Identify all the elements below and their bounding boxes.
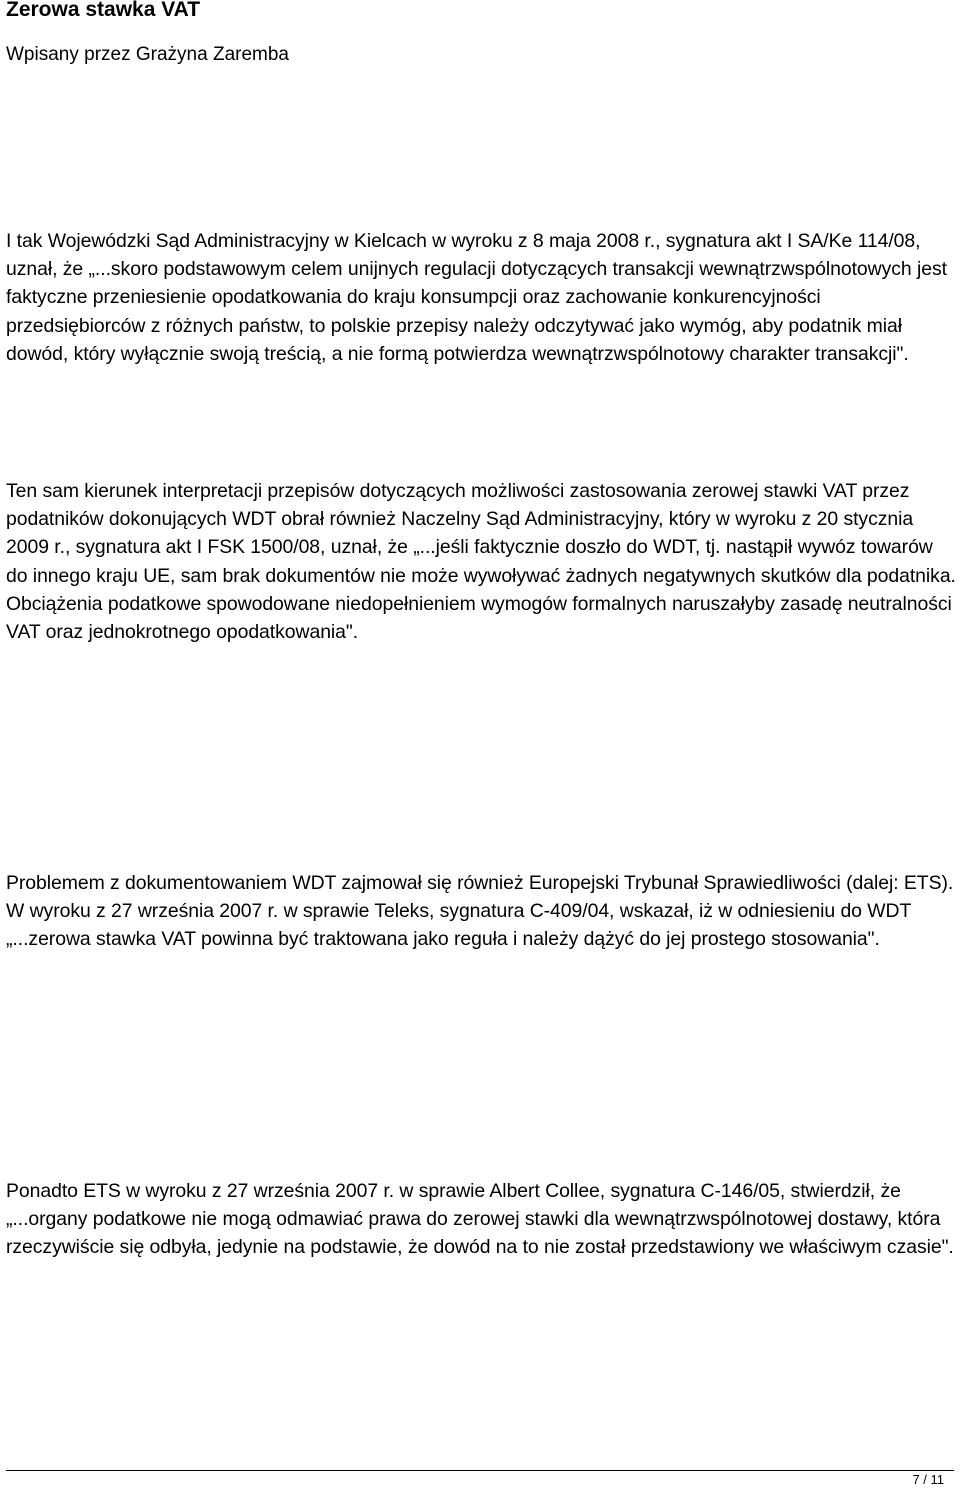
document-title: Zerowa stawka VAT bbox=[6, 0, 201, 21]
body-paragraph-1: I tak Wojewódzki Sąd Administracyjny w Kielcach w wyroku z 8 maja 2008 r., sygnatura akt I SA/Ke 114/08, uznał, że „...skoro podstawowym celem unijnych regulacji dotyczących transakcji wewnątrzwspólnotowych jest faktyczne przeniesienie opodatkowania do kraju konsumpcji oraz zachowanie konkurencyjności przedsiębiorców z różnych państw, to polskie przepisy należy odczytywać jako wymóg, aby podatnik miał dowód, który wyłącznie swoją treścią, a nie formą potwierdza wewnątrzwspólnotowy charakter transakcji". bbox=[6, 230, 947, 365]
body-paragraph-2: Ten sam kierunek interpretacji przepisów dotyczących możliwości zastosowania zerowej stawki VAT przez podatników dokonujących WDT obrał również Naczelny Sąd Administracyjny, który w wyroku z 20 stycznia 2009 r., sygnatura akt I FSK 1500/08, uznał, że „...jeśli faktycznie doszło do WDT, tj. nastąpił wywóz towarów do innego kraju UE, sam brak dokumentów nie może wywoływać żadnych negatywnych skutków dla podatnika. Obciążenia podatkowe spowodowane niedopełnieniem wymogów formalnych naruszałyby zasadę neutralności VAT oraz jednokrotnego opodatkowania". bbox=[6, 480, 956, 644]
body-paragraph-3: Problemem z dokumentowaniem WDT zajmował się również Europejski Trybunał Sprawiedliwości (dalej: ETS). W wyroku z 27 września 2007 r. w sprawie Teleks, sygnatura C-409/04, wskazał, iż w odniesieniu do WDT „...zerowa stawka VAT powinna być traktowana jako reguła i należy dążyć do jej prostego stosowania". bbox=[6, 872, 954, 951]
document-author: Wpisany przez Grażyna Zaremba bbox=[6, 44, 289, 65]
body-paragraph-4: Ponadto ETS w wyroku z 27 września 2007 r. w sprawie Albert Collee, sygnatura C-146/05, stwierdził, że „...organy podatkowe nie mogą odmawiać prawa do zerowej stawki dla wewnątrzwspólnotowej dostawy, która rzeczywiście się odbyła, jedynie na podstawie, że dowód na to nie został przedstawiony we właściwym czasie". bbox=[6, 1180, 954, 1259]
footer-divider bbox=[6, 1470, 954, 1471]
page-number: 7 / 11 bbox=[912, 1472, 944, 1487]
